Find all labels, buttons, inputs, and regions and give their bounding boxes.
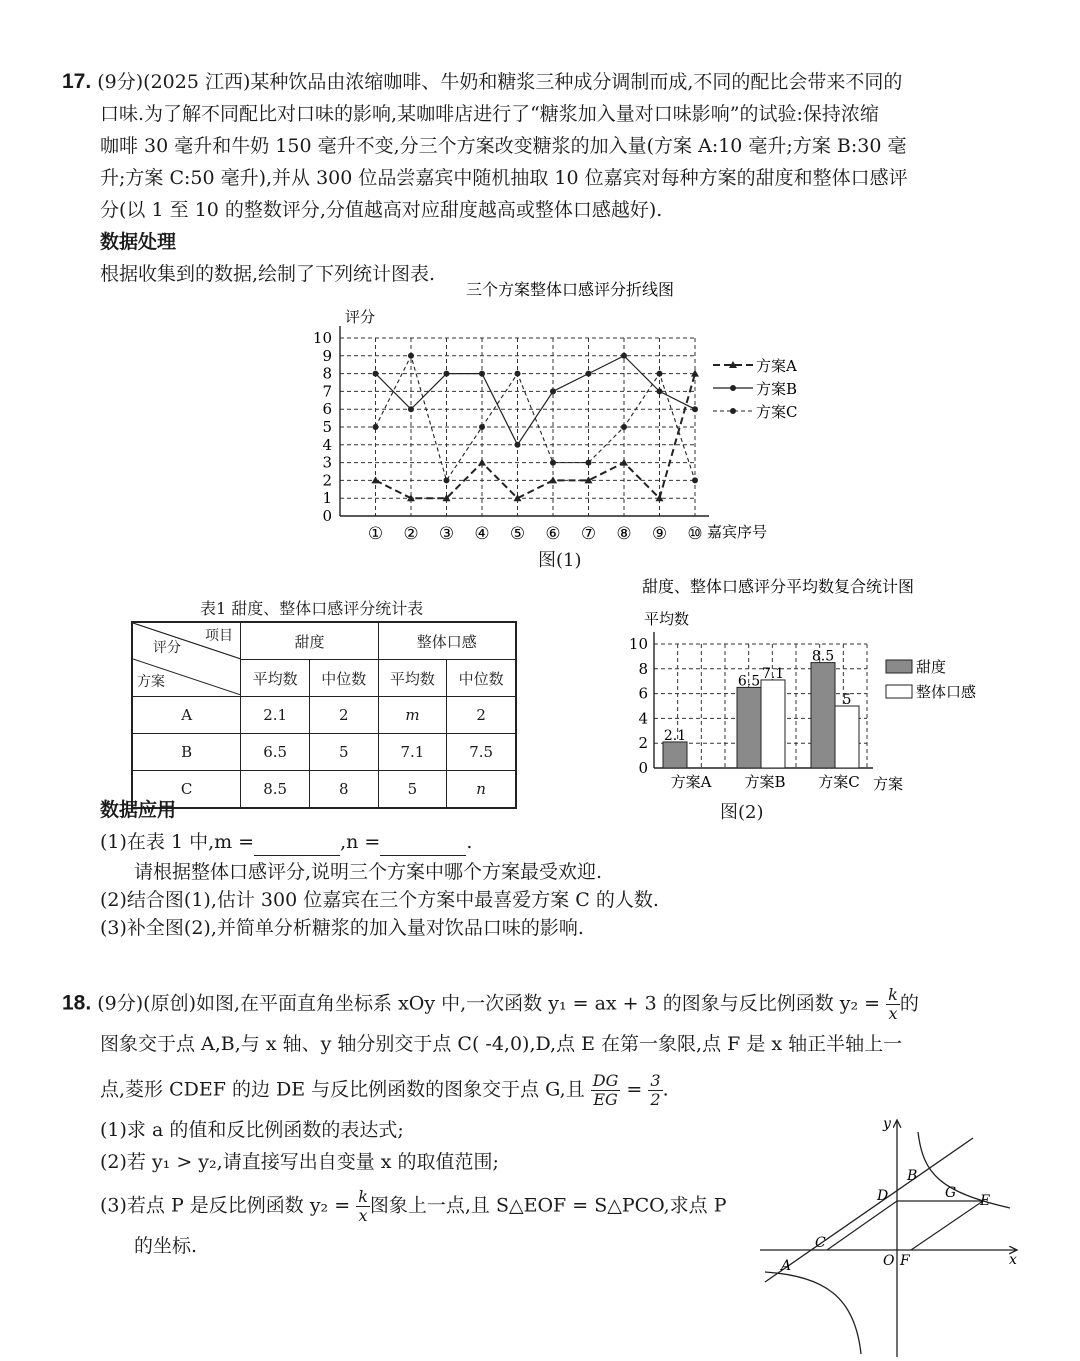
data-point: [586, 460, 592, 466]
bar-overall-taste: [835, 706, 859, 768]
bar-label: 6.5: [737, 673, 761, 690]
q18-sub-3: (3)若点 P 是反比例函数 y₂ = $\frac{k}{x}$ 图象上一点,且 S△EOF = S△PCO,求点 P: [100, 1187, 727, 1225]
q17-line-5: 分(以 1 至 10 的整数评分,分值越高对应甜度越高或整体口感越好).: [100, 199, 663, 221]
header-overall-taste: 整体口感: [378, 622, 516, 660]
table-corner-cell: [132, 622, 241, 697]
data-point: [657, 388, 663, 394]
data-point: [515, 371, 521, 377]
q17-line-1: 17. (9分)(2025 江西)某种饮品由浓缩咖啡、牛奶和糖浆三种成分调制而成,不同的配比会带来不同的: [62, 70, 903, 93]
table-row: [132, 697, 516, 734]
table-row: [132, 734, 516, 771]
y-tick-label: 2: [638, 734, 648, 753]
q17-line-4: 升;方案 C:50 毫升),并从 300 位品尝嘉宾中随机抽取 10 位嘉宾对每种方案的甜度和整体口感评: [100, 167, 908, 189]
chart-title: 甜度、整体口感评分平均数复合统计图: [642, 577, 915, 596]
label-a: A: [781, 1258, 792, 1274]
bar-label: 5: [842, 692, 852, 708]
bar-chart-average-scores: [610, 572, 1010, 797]
bar-sweetness: [811, 663, 835, 768]
x-tick-label: ②: [403, 524, 419, 540]
x-tick-label: 方案B: [744, 773, 786, 791]
data-point: [373, 371, 379, 377]
corner-label-plan: 方案: [137, 674, 165, 690]
q18-line-3: 点,菱形 CDEF 的边 DE 与反比例函数的图象交于点 G,且 $\frac{DG}{EG}$ = $\frac{3}{2}$ .: [100, 1071, 669, 1109]
label-b: B: [907, 1168, 918, 1184]
fraction-k-over-x: $\frac{k}{x}$: [358, 1187, 368, 1225]
legend-swatch-overall-taste: [886, 685, 912, 698]
section-data-application: 数据应用: [100, 799, 177, 821]
subheader-median: 中位数: [447, 660, 516, 697]
y-tick-label: 4: [638, 709, 648, 728]
q18-sub-2: (2)若 y₁ > y₂,请直接写出自变量 x 的取值范围;: [100, 1151, 499, 1173]
x-tick-label: ④: [474, 524, 490, 540]
legend-label: 甜度: [916, 658, 947, 676]
table-cell: 5: [378, 771, 447, 809]
q17-sub-3: (3)补全图(2),并简单分析糖浆的加入量对饮品口味的影响.: [100, 917, 584, 939]
table-1-title: 表1 甜度、整体口感评分统计表: [200, 599, 424, 618]
subheader-mean: 平均数: [241, 660, 310, 697]
answer-blank-m[interactable]: [254, 837, 340, 856]
x-tick-label: ⑨: [651, 524, 668, 540]
y-tick-label: 3: [322, 453, 332, 472]
x-tick-label: ⑦: [580, 524, 597, 540]
data-point: [478, 459, 486, 466]
y-axis-label: 平均数: [644, 610, 690, 628]
corner-label-score: 评分: [153, 640, 181, 656]
subheader-mean: 平均数: [378, 660, 447, 697]
series-line-2: [376, 356, 696, 445]
data-point: [373, 424, 379, 430]
label-o: O: [883, 1253, 895, 1269]
label-x: x: [1009, 1252, 1017, 1268]
legend-label: 方案B: [756, 380, 798, 398]
legend-label: 方案A: [756, 357, 797, 375]
legend-label: 整体口感: [916, 683, 977, 701]
data-point: [408, 406, 414, 412]
table-cell: 8.5: [241, 771, 310, 809]
data-point: [515, 442, 521, 448]
data-point: [444, 477, 450, 483]
y-tick-label: 1: [322, 489, 332, 508]
label-y: y: [883, 1116, 891, 1132]
fraction-3-over-2: $\frac{3}{2}$: [650, 1071, 661, 1109]
hyperbola-third-quadrant: [765, 1272, 861, 1354]
legend-swatch-sweetness: [886, 660, 912, 673]
figure-2-caption: 图(2): [720, 802, 764, 823]
data-point: [444, 371, 450, 377]
data-point: [621, 424, 627, 430]
y-tick-label: 5: [322, 418, 332, 436]
x-tick-label: ⑤: [509, 524, 526, 540]
data-point: [621, 353, 627, 359]
row-label: C: [132, 771, 241, 809]
data-point: [479, 371, 485, 377]
x-tick-label: ③: [438, 524, 455, 540]
bar-label: 2.1: [663, 727, 687, 744]
line-chart-overall-taste: [300, 275, 840, 540]
y-tick-label: 8: [322, 364, 332, 383]
y-tick-label: 10: [312, 329, 332, 347]
y-tick-label: 10: [628, 635, 648, 653]
data-point: [408, 353, 414, 359]
q17-number: 17.: [62, 70, 92, 93]
linear-function-line: [765, 1138, 973, 1282]
y-tick-label: 4: [322, 435, 332, 454]
table-cell: n: [447, 771, 516, 809]
subheader-median: 中位数: [309, 660, 378, 697]
table-cell: 7.1: [378, 734, 447, 771]
q17-sub-1b: 请根据整体口感评分,说明三个方案中哪个方案最受欢迎.: [134, 861, 603, 883]
series-line-3: [376, 356, 696, 481]
x-tick-label: 方案A: [670, 773, 712, 791]
table-cell: 2: [447, 697, 516, 734]
section-data-processing: 数据处理: [100, 231, 177, 253]
data-point: [550, 460, 556, 466]
table-cell: 7.5: [447, 734, 516, 771]
rhombus-cdef: [827, 1201, 983, 1250]
table-cell: 2.1: [241, 697, 310, 734]
q18-line-2: 图象交于点 A,B,与 x 轴、y 轴分别交于点 C( -4,0),D,点 E 在第一象限,点 F 是 x 轴正半轴上一: [100, 1033, 903, 1055]
x-tick-label: ⑧: [616, 524, 632, 540]
x-axis-label: 方案: [873, 775, 904, 793]
x-tick-label: ⑥: [545, 524, 561, 540]
fraction-k-over-x: $\frac{k}{x}$: [888, 985, 898, 1023]
y-tick-label: 2: [322, 471, 332, 490]
bar-overall-taste: [761, 680, 785, 768]
y-tick-label: 9: [322, 346, 332, 365]
q18-coordinate-figure: [755, 1112, 1025, 1360]
y-tick-label: 0: [638, 759, 648, 777]
q18-sub-3b: 的坐标.: [134, 1235, 198, 1257]
answer-blank-n[interactable]: [380, 837, 466, 856]
table-row: [132, 771, 516, 809]
legend-marker: [730, 408, 736, 414]
x-tick-label: 方案C: [818, 773, 860, 791]
y-tick-label: 8: [638, 659, 648, 678]
q17-line-2: 口味.为了解不同配比对口味的影响,某咖啡店进行了“糖浆加入量对口味影响”的试验:保持浓缩: [100, 103, 879, 125]
y-axis-label: 评分: [345, 308, 376, 326]
fraction-dg-over-eg: $\frac{DG}{EG}$: [592, 1071, 619, 1109]
chart-title: 三个方案整体口感评分折线图: [465, 280, 675, 299]
x-axis-label: 嘉宾序号: [707, 523, 768, 540]
q18-line-1: 18. (9分)(原创)如图,在平面直角坐标系 xOy 中,一次函数 y₁ = ax + 3 的图象与反比例函数 y₂ = $\frac{k}{x}$ 的: [62, 985, 919, 1023]
y-tick-label: 7: [322, 382, 332, 401]
q17-sub-2: (2)结合图(1),估计 300 位嘉宾在三个方案中最喜爱方案 C 的人数.: [100, 889, 659, 911]
bar-sweetness: [663, 742, 687, 768]
data-point: [586, 371, 592, 377]
table-cell: 2: [309, 697, 378, 734]
score-stats-table: [131, 621, 517, 809]
data-point: [479, 424, 485, 430]
row-label: A: [132, 697, 241, 734]
data-point: [692, 406, 698, 412]
y-tick-label: 0: [322, 507, 332, 525]
legend-label: 方案C: [756, 403, 798, 421]
y-tick-label: 6: [638, 684, 648, 703]
bar-label: 7.1: [761, 665, 785, 682]
q17-line-3: 咖啡 30 毫升和牛奶 150 毫升不变,分三个方案改变糖浆的加入量(方案 A:10 毫升;方案 B:30 毫: [100, 135, 907, 157]
bar-sweetness: [737, 687, 761, 768]
table-cell: 8: [309, 771, 378, 809]
table-cell: m: [378, 697, 447, 734]
header-sweetness: 甜度: [241, 622, 378, 660]
table-cell: 6.5: [241, 734, 310, 771]
row-label: B: [132, 734, 241, 771]
label-d: D: [877, 1188, 889, 1204]
q17-sub-1: (1)在表 1 中,m = ,n = .: [100, 828, 472, 856]
table-cell: 5: [309, 734, 378, 771]
x-tick-label: ①: [367, 524, 384, 540]
data-point: [657, 371, 663, 377]
data-point: [692, 477, 698, 483]
legend-marker: [730, 385, 736, 391]
section-data-processing-text: 根据收集到的数据,绘制了下列统计图表.: [100, 263, 436, 285]
y-tick-label: 6: [322, 400, 332, 419]
label-g: G: [945, 1185, 957, 1201]
x-tick-label: ⑩: [687, 524, 703, 540]
corner-label-item: 项目: [205, 628, 233, 644]
q18-number: 18.: [62, 991, 92, 1015]
label-f: F: [900, 1253, 910, 1269]
data-point: [550, 388, 556, 394]
label-c: C: [815, 1235, 826, 1251]
label-e: E: [980, 1193, 991, 1209]
bar-label: 8.5: [811, 648, 835, 665]
q18-sub-1: (1)求 a 的值和反比例函数的表达式;: [100, 1119, 404, 1141]
hyperbola-first-quadrant: [918, 1132, 1010, 1208]
figure-1-caption: 图(1): [538, 550, 582, 571]
